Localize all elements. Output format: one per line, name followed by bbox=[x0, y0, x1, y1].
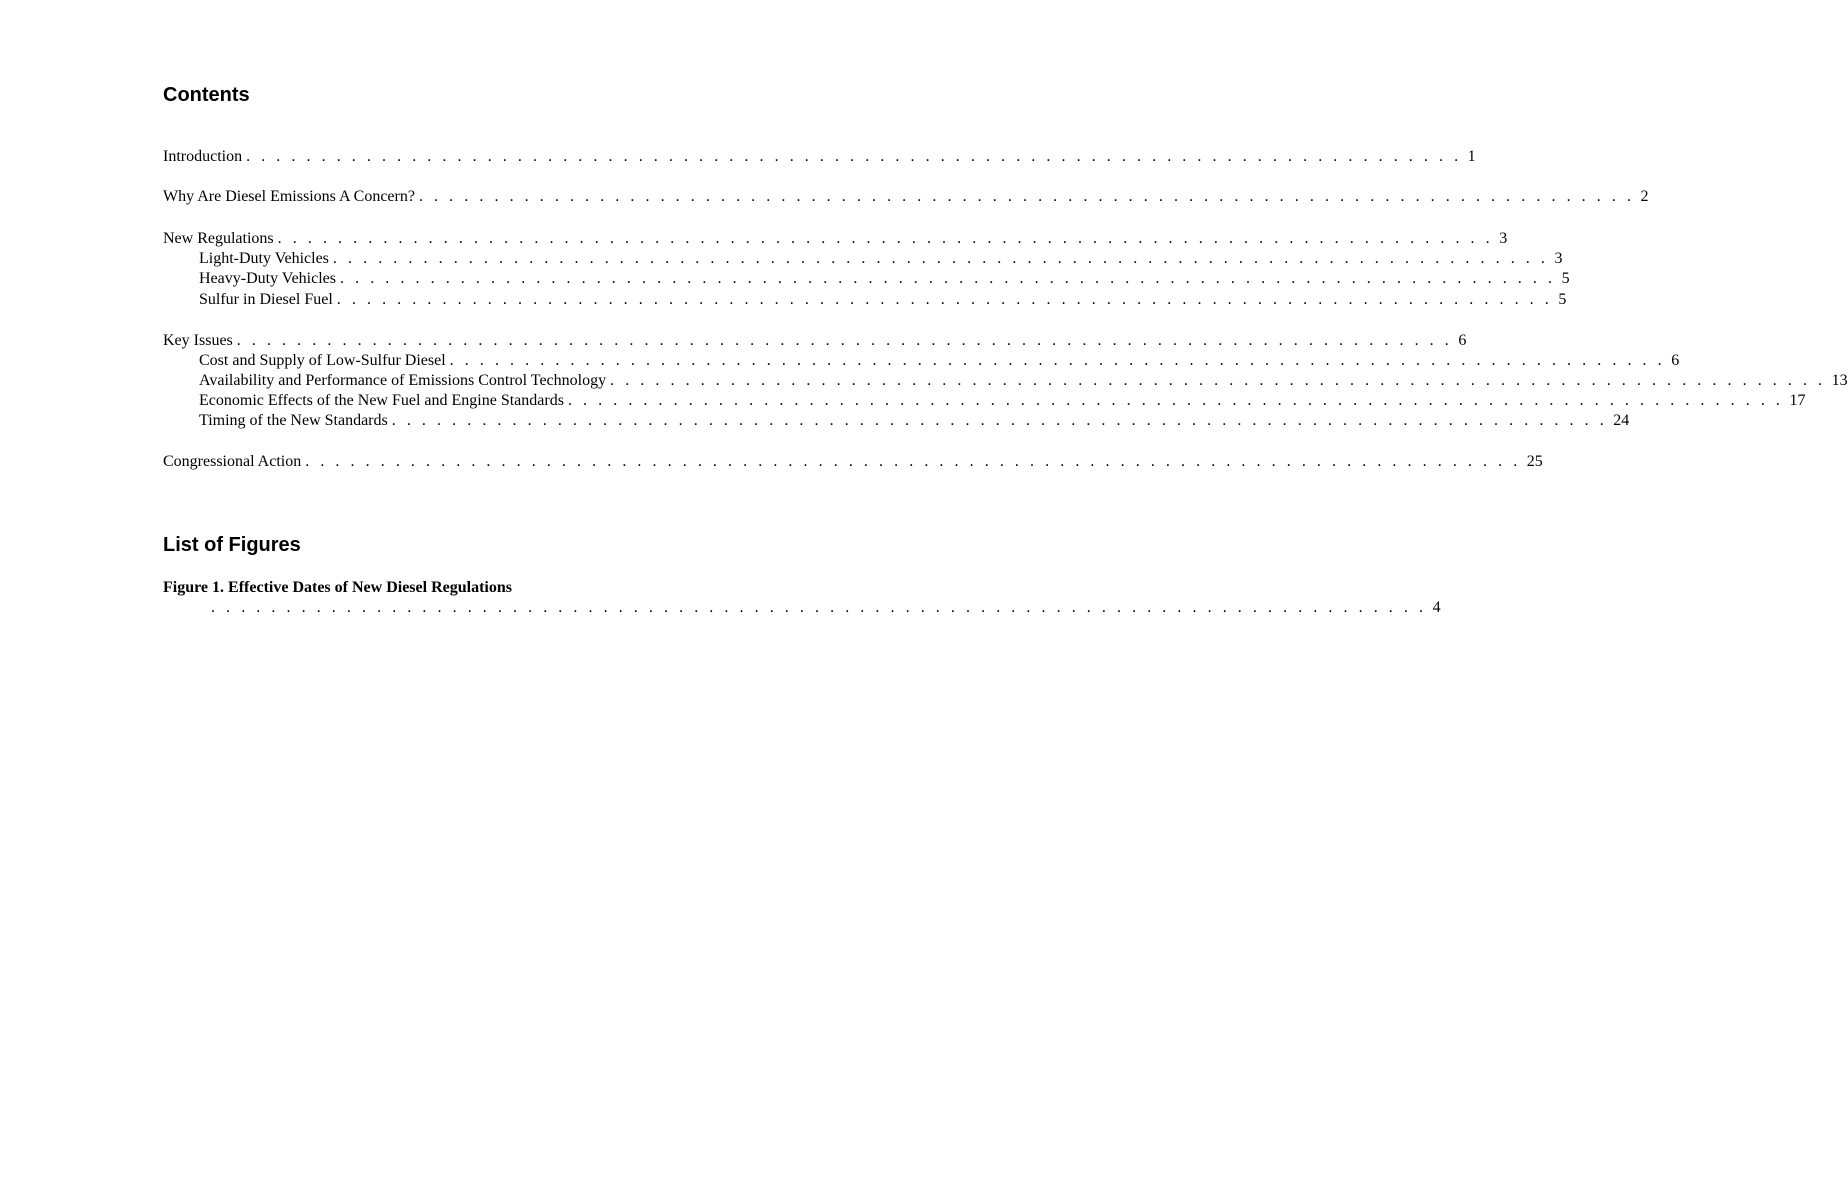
toc-entry-cost-and-supply[interactable] bbox=[199, 351, 1680, 371]
toc-entry-sulfur-in-diesel-fuel[interactable] bbox=[199, 290, 1567, 310]
toc-entry-page: 3 bbox=[1499, 230, 1508, 247]
toc-entry-page: 5 bbox=[1561, 270, 1570, 287]
toc-entry-congressional-action[interactable] bbox=[163, 452, 1543, 472]
toc-entry-label: Introduction bbox=[163, 148, 243, 165]
toc-entry-page: 3 bbox=[1554, 250, 1563, 267]
dot-leader: . . . . . . . . . . . . . . . . . . . . . . . . . . . . . . . . . . . . . . . . . . . . . . . . . . . . . . . . . . . . . . . . . . . . . . . . . . . . . . . . . bbox=[567, 392, 1784, 409]
toc-entry-economic-effects[interactable] bbox=[199, 391, 1806, 411]
dot-leader: . . . . . . . . . . . . . . . . . . . . . . . . . . . . . . . . . . . . . . . . . . . . . . . . . . . . . . . . . . . . . . . . . . . . . . . . . . . . . . . . . bbox=[277, 230, 1494, 247]
toc-entry-introduction[interactable] bbox=[163, 147, 1476, 167]
toc-entry-page: 6 bbox=[1671, 352, 1680, 369]
toc-entry-page: 17 bbox=[1789, 392, 1806, 409]
toc-entry-label: Cost and Supply of Low-Sulfur Diesel bbox=[199, 352, 446, 369]
toc-entry-timing-of-standards[interactable] bbox=[199, 411, 1630, 431]
toc-entry-emissions-control-technology[interactable] bbox=[199, 371, 1848, 391]
toc-entry-label: New Regulations bbox=[163, 230, 274, 247]
toc-entry-label: Key Issues bbox=[163, 332, 233, 349]
toc-entry-label: Congressional Action bbox=[163, 453, 302, 470]
dot-leader: . . . . . . . . . . . . . . . . . . . . . . . . . . . . . . . . . . . . . . . . . . . . . . . . . . . . . . . . . . . . . . . . . . . . . . . . . . . . . . . . . bbox=[391, 412, 1608, 429]
toc-entry-label: Why Are Diesel Emissions A Concern? bbox=[163, 188, 415, 205]
toc-entry-page: 2 bbox=[1640, 188, 1649, 205]
toc-entry-page: 13 bbox=[1831, 372, 1848, 389]
toc-entry-label: Timing of the New Standards bbox=[199, 412, 388, 429]
dot-leader: . . . . . . . . . . . . . . . . . . . . . . . . . . . . . . . . . . . . . . . . . . . . . . . . . . . . . . . . . . . . . . . . . . . . . . . . . . . . . . . . . bbox=[340, 270, 1556, 287]
dot-leader: . . . . . . . . . . . . . . . . . . . . . . . . . . . . . . . . . . . . . . . . . . . . . . . . . . . . . . . . . . . . . . . . . . . . . . . . . . . . . . . . . bbox=[418, 188, 1635, 205]
toc-entry-label: Light-Duty Vehicles bbox=[199, 250, 329, 267]
list-of-figures-heading: List of Figures bbox=[163, 534, 301, 556]
figure-entry-page: 4 bbox=[1432, 599, 1441, 616]
toc-entry-label: Sulfur in Diesel Fuel bbox=[199, 291, 333, 308]
toc-entry-label: Heavy-Duty Vehicles bbox=[199, 270, 336, 287]
toc-entry-page: 24 bbox=[1613, 412, 1630, 429]
dot-leader: . . . . . . . . . . . . . . . . . . . . . . . . . . . . . . . . . . . . . . . . . . . . . . . . . . . . . . . . . . . . . . . . . . . . . . . . . . . . . . . . . bbox=[246, 148, 1462, 165]
dot-leader: . . . . . . . . . . . . . . . . . . . . . . . . . . . . . . . . . . . . . . . . . . . . . . . . . . . . . . . . . . . . . . . . . . . . . . . . . . . . . . . . . bbox=[236, 332, 1453, 349]
toc-entry-page: 5 bbox=[1558, 291, 1567, 308]
toc-entry-heavy-duty-vehicles[interactable] bbox=[199, 269, 1570, 289]
dot-leader: . . . . . . . . . . . . . . . . . . . . . . . . . . . . . . . . . . . . . . . . . . . . . . . . . . . . . . . . . . . . . . . . . . . . . . . . . . . . . . . . . bbox=[336, 291, 1553, 308]
dot-leader: . . . . . . . . . . . . . . . . . . . . . . . . . . . . . . . . . . . . . . . . . . . . . . . . . . . . . . . . . . . . . . . . . . . . . . . . . . . . . . . . . bbox=[211, 599, 1427, 616]
toc-entry-page: 25 bbox=[1526, 453, 1543, 470]
contents-heading: Contents bbox=[163, 84, 250, 106]
toc-entry-light-duty-vehicles[interactable] bbox=[199, 249, 1563, 269]
toc-entry-diesel-emissions-concern[interactable] bbox=[163, 187, 1649, 207]
toc-entry-key-issues[interactable] bbox=[163, 331, 1467, 351]
dot-leader: . . . . . . . . . . . . . . . . . . . . . . . . . . . . . . . . . . . . . . . . . . . . . . . . . . . . . . . . . . . . . . . . . . . . . . . . . . . . . . . . . bbox=[332, 250, 1549, 267]
toc-entry-new-regulations[interactable] bbox=[163, 229, 1508, 249]
toc-entry-page: 1 bbox=[1467, 148, 1476, 165]
figure-entry-leader-line[interactable] bbox=[211, 598, 1441, 618]
toc-entry-label: Economic Effects of the New Fuel and Engine Standards bbox=[199, 392, 564, 409]
toc-entry-page: 6 bbox=[1458, 332, 1467, 349]
dot-leader: . . . . . . . . . . . . . . . . . . . . . . . . . . . . . . . . . . . . . . . . . . . . . . . . . . . . . . . . . . . . . . . . . . . . . . . . . . . . . . . . . bbox=[305, 453, 1521, 470]
dot-leader: . . . . . . . . . . . . . . . . . . . . . . . . . . . . . . . . . . . . . . . . . . . . . . . . . . . . . . . . . . . . . . . . . . . . . . . . . . . . . . . . . bbox=[610, 372, 1826, 389]
figure-entry-label[interactable]: Figure 1. Effective Dates of New Diesel Regulations bbox=[163, 579, 512, 596]
dot-leader: . . . . . . . . . . . . . . . . . . . . . . . . . . . . . . . . . . . . . . . . . . . . . . . . . . . . . . . . . . . . . . . . . . . . . . . . . . . . . . . . . bbox=[449, 352, 1666, 369]
toc-entry-label: Availability and Performance of Emissions Control Technology bbox=[199, 372, 607, 389]
